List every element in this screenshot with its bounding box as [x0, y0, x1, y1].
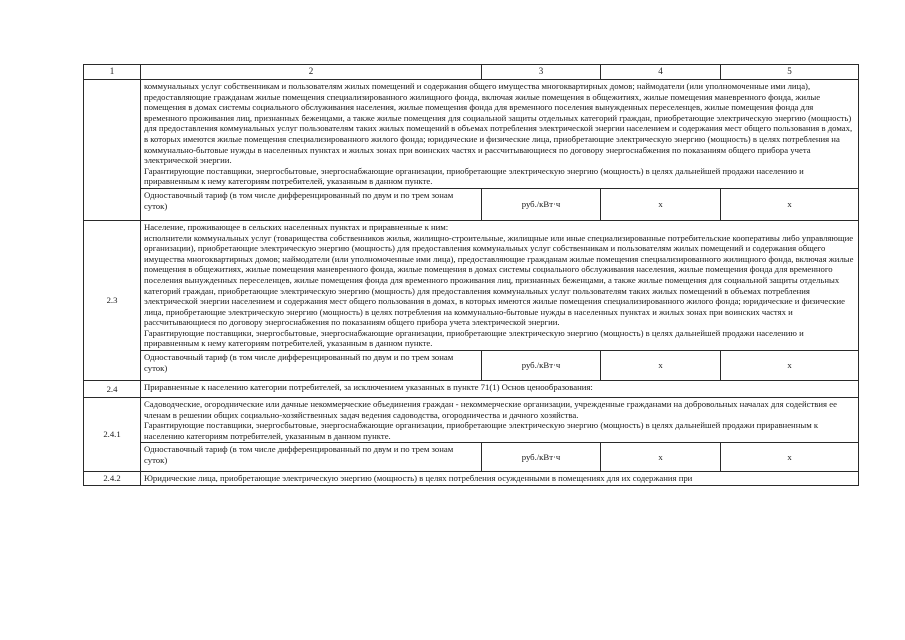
- row-description: Приравненные к населению категории потребителей, за исключением указанных в пункте 71(1) Основ ценообразования:: [141, 381, 859, 398]
- tariff-table: [83, 64, 859, 486]
- row-number: 2.4.2: [84, 472, 141, 486]
- value-cell: x: [721, 443, 859, 472]
- header-col-2: 2: [141, 65, 482, 80]
- row-description: Юридические лица, приобретающие электрическую энергию (мощность) в целях потребления осужденными в помещениях для их содержания при: [141, 472, 859, 486]
- row-description: [141, 220, 859, 350]
- description-paragraph: исполнители коммунальных услуг (товарищества собственников жилья, жилищно-строительные, жилищные или иные специализированные потребительские кооперативы либо управляющие организации), приобретающие электрическую энергию (мощность) для предоставления коммунальных услуг собственникам и пользователям жилых помещений и содержания общего имущества многоквартирных домов; наймодатели (или уполномоченные ими лица), предоставляющие гражданам жилые помещения специализированного жилищного фонда, включая жилые помещения в общежитиях, жилые помещения маневренного фонда, жилые помещения в домах системы социального обслуживания населения, жилые помещения фонда для временного поселения вынужденных переселенцев, жилые помещения фонда для временного проживания лиц, признанных беженцами, а также жилые помещения для социальной защиты отдельных категорий граждан, приобретающие электрическую энергию (мощность) для предоставления коммунальных услуг пользователям таких жилых помещений в объемах потребления электрической энергии населением и содержания мест общего пользования в домах, в которых имеются жилые помещения специализированного жилого фонда; юридические и физические лица, приобретающие электрическую энергию (мощность) в целях потребления на коммунально-бытовые нужды в населенных пунктах и жилых зонах при воинских частях и рассчитывающиеся по договору энергоснабжения по показаниям общего прибора учета электрической энергии.: [144, 232, 854, 328]
- row-number: 2.4.1: [84, 398, 141, 472]
- value-cell: x: [601, 351, 721, 381]
- tariff-label: Одноставочный тариф (в том числе дифференцированный по двум и по трем зонам суток): [141, 351, 482, 381]
- description-paragraph: коммунальных услуг собственникам и пользователям жилых помещений и содержания общего имущества многоквартирных домов; наймодатели (или уполномоченные ими лица), предоставляющие гражданам жилые помещения специализированного жилищного фонда, включая жилые помещения в общежитиях, жилые помещения маневренного фонда, жилые помещения в домах системы социального обслуживания населения, жилые помещения фонда для временного поселения вынужденных переселенцев, жилые помещения фонда для временного проживания лиц, признанных беженцами, а также жилые помещения для социальной защиты отдельных категорий граждан, приобретающие электрическую энергию (мощность) для предоставления коммунальных услуг пользователям таких жилых помещений в объемах потребления электрической энергии населением и содержания мест общего пользования в домах, в которых имеются жилые помещения специализированного жилого фонда; юридические и физические лица, приобретающие электрическую энергию (мощность) в целях потребления на коммунально-бытовые нужды в населенных пунктах и жилых зонах при воинских частях и рассчитывающиеся по договору энергоснабжения по показаниям общего прибора учета электрической энергии.: [144, 81, 853, 166]
- table-row: [84, 443, 859, 472]
- unit-cell: руб./кВт·ч: [482, 351, 601, 381]
- header-col-1: 1: [84, 65, 141, 80]
- table-row: [84, 80, 859, 189]
- row-number: 2.3: [84, 220, 141, 380]
- header-col-5: 5: [721, 65, 859, 80]
- value-cell: x: [601, 188, 721, 220]
- table-row: [84, 351, 859, 381]
- tariff-label: Одноставочный тариф (в том числе дифференцированный по двум и по трем зонам суток): [141, 188, 482, 220]
- unit-cell: руб./кВт·ч: [482, 188, 601, 220]
- description-paragraph: Население, проживающее в сельских населенных пунктах и приравненные к ним:: [144, 221, 449, 232]
- row-description: [141, 398, 859, 443]
- row-description: [141, 80, 859, 189]
- value-cell: x: [601, 443, 721, 472]
- tariff-label: Одноставочный тариф (в том числе дифференцированный по двум и по трем зонам суток): [141, 443, 482, 472]
- description-paragraph: Гарантирующие поставщики, энергосбытовые, энергоснабжающие организации, приобретающие электрическую энергию (мощность) в целях дальнейшей продажи приравненным к населению категориям потребителей, указанным в данном пункте.: [144, 420, 819, 441]
- unit-cell: руб./кВт·ч: [482, 443, 601, 472]
- table-row: [84, 188, 859, 220]
- value-cell: x: [721, 351, 859, 381]
- header-col-3: 3: [482, 65, 601, 80]
- header-row: [84, 65, 859, 80]
- description-paragraph: Гарантирующие поставщики, энергосбытовые, энергоснабжающие организации, приобретающие электрическую энергию (мощность) в целях дальнейшей продажи населению и приравненным к нему категориям потребителей, указанным в данном пункте.: [144, 165, 804, 187]
- table-row: [84, 472, 859, 486]
- value-cell: x: [721, 188, 859, 220]
- description-paragraph: Гарантирующие поставщики, энергосбытовые, энергоснабжающие организации, приобретающие электрическую энергию (мощность) в целях дальнейшей продажи населению и приравненным к нему категориям потребителей, указанным в данном пункте.: [144, 327, 804, 349]
- description-paragraph: Садоводческие, огороднические или дачные некоммерческие объединения граждан - некоммерческие организации, учрежденные гражданами на добровольных началах для содействия ее членам в решении общих социально-хозяйственных задач ведения садоводства, огородничества и дачного хозяйства.: [144, 399, 837, 420]
- table-row: [84, 220, 859, 350]
- table-row: [84, 398, 859, 443]
- table-row: [84, 381, 859, 398]
- row-number: 2.4: [84, 381, 141, 398]
- row-number-cell: [84, 80, 141, 221]
- header-col-4: 4: [601, 65, 721, 80]
